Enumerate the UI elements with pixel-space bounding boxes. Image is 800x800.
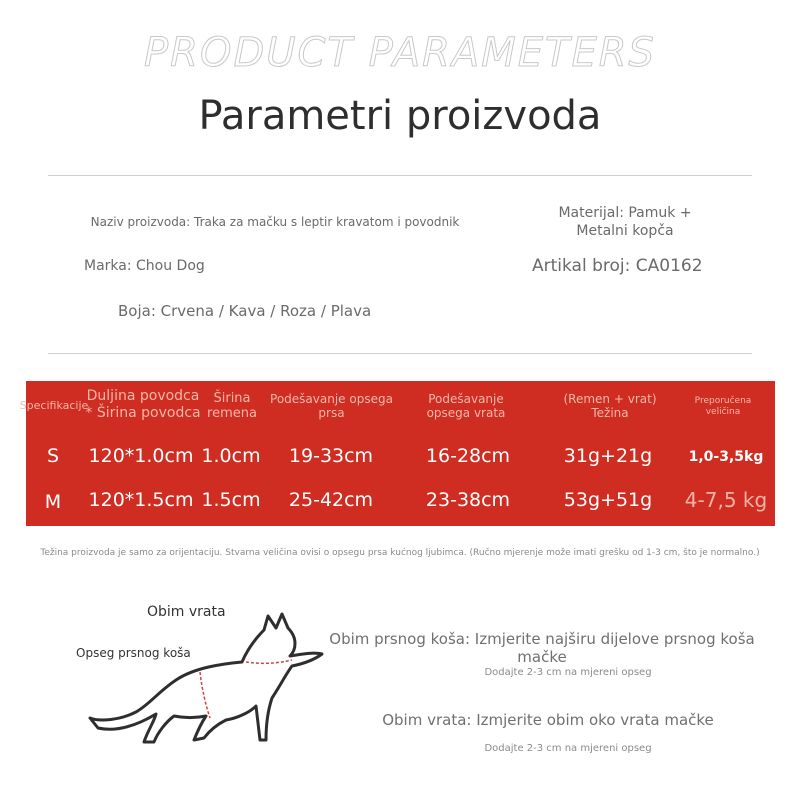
row-m-chest: 25-42cm <box>288 489 374 511</box>
product-name: Naziv proizvoda: Traka za mačku s leptir kravatom i povodnik <box>90 215 460 229</box>
material-line-2: Metalni kopča <box>576 223 674 239</box>
header-strap-line-2: remena <box>207 406 257 421</box>
disclaimer-note: Težina proizvoda je samo za orijentaciju. Stvarna veličina ovisi o opsegu prsa kućnog ljubimca. (Ručno mjerenje može imati grešku od 1-3 cm, što je normalno.) <box>40 548 760 558</box>
row-s-chest: 19-33cm <box>288 445 374 467</box>
row-m-weight: 53g+51g <box>563 489 653 511</box>
header-english-title: PRODUCT PARAMETERS <box>144 30 656 76</box>
material-line-1: Materijal: Pamuk + <box>558 205 692 221</box>
size-table <box>19 381 775 526</box>
header-weight <box>550 392 670 420</box>
header-recommended <box>678 396 768 418</box>
color-options: Boja: Crvena / Kava / Roza / Plava <box>118 302 372 320</box>
header-weight-line-2: Težina <box>591 406 629 420</box>
diagram-neck-label: Obim vrata <box>147 604 226 620</box>
header-leash-line-1: Duljina povodca <box>86 388 200 404</box>
header-rec-line-1: Preporučena <box>694 396 752 406</box>
divider-middle <box>48 353 752 354</box>
row-m-strap: 1.5cm <box>201 489 261 511</box>
row-s-size: S <box>46 445 60 467</box>
divider-top <box>48 175 752 176</box>
row-m-leash: 120*1.5cm <box>88 489 194 511</box>
material <box>540 204 710 240</box>
row-m-recommended: 4-7,5 kg <box>684 488 768 512</box>
header-neck-line-1: Podešavanje <box>428 392 504 406</box>
row-s-leash: 120*1.0cm <box>88 445 194 467</box>
row-m-size: M <box>44 491 62 513</box>
brand: Marka: Chou Dog <box>84 258 205 274</box>
header-chest-line-1: Podešavanje opsega <box>270 392 393 406</box>
neck-measure-title: Obim vrata: Izmjerite obim oko vrata mačke <box>382 711 714 729</box>
row-s-weight: 31g+21g <box>563 445 653 467</box>
row-s-neck: 16-28cm <box>425 445 511 467</box>
header-weight-line-1: (Remen + vrat) <box>563 392 657 406</box>
page-title: Parametri proizvoda <box>198 93 602 139</box>
article-number: Artikal broj: CA0162 <box>532 256 703 276</box>
header-strap-line-1: Širina <box>213 391 251 406</box>
diagram-chest-label: Opseg prsnog koša <box>76 646 191 660</box>
chest-measure-title: Obim prsnog koša: Izmjerite najširu dijelove prsnog koša mačke <box>329 630 755 666</box>
header-neck <box>406 392 526 420</box>
cat-measurement-diagram <box>70 600 330 760</box>
row-s-recommended: 1,0-3,5kg <box>688 449 764 465</box>
row-m-neck: 23-38cm <box>425 489 511 511</box>
header-neck-line-2: opsega vrata <box>426 406 506 420</box>
header-chest <box>264 392 399 420</box>
header-rec-line-2: veličina <box>705 407 741 417</box>
header-leash <box>78 388 208 422</box>
header-leash-line-2: * Širina povodca <box>85 405 201 421</box>
cat-silhouette <box>70 600 330 760</box>
header-chest-line-2: prsa <box>318 406 345 420</box>
neck-measure-hint: Dodajte 2-3 cm na mjereni opseg <box>484 743 652 754</box>
header-spec: Specifikacije <box>19 399 89 412</box>
row-s-strap: 1.0cm <box>201 445 261 467</box>
header-strap <box>202 391 262 421</box>
chest-measure-hint: Dodajte 2-3 cm na mjereni opseg <box>484 667 652 678</box>
